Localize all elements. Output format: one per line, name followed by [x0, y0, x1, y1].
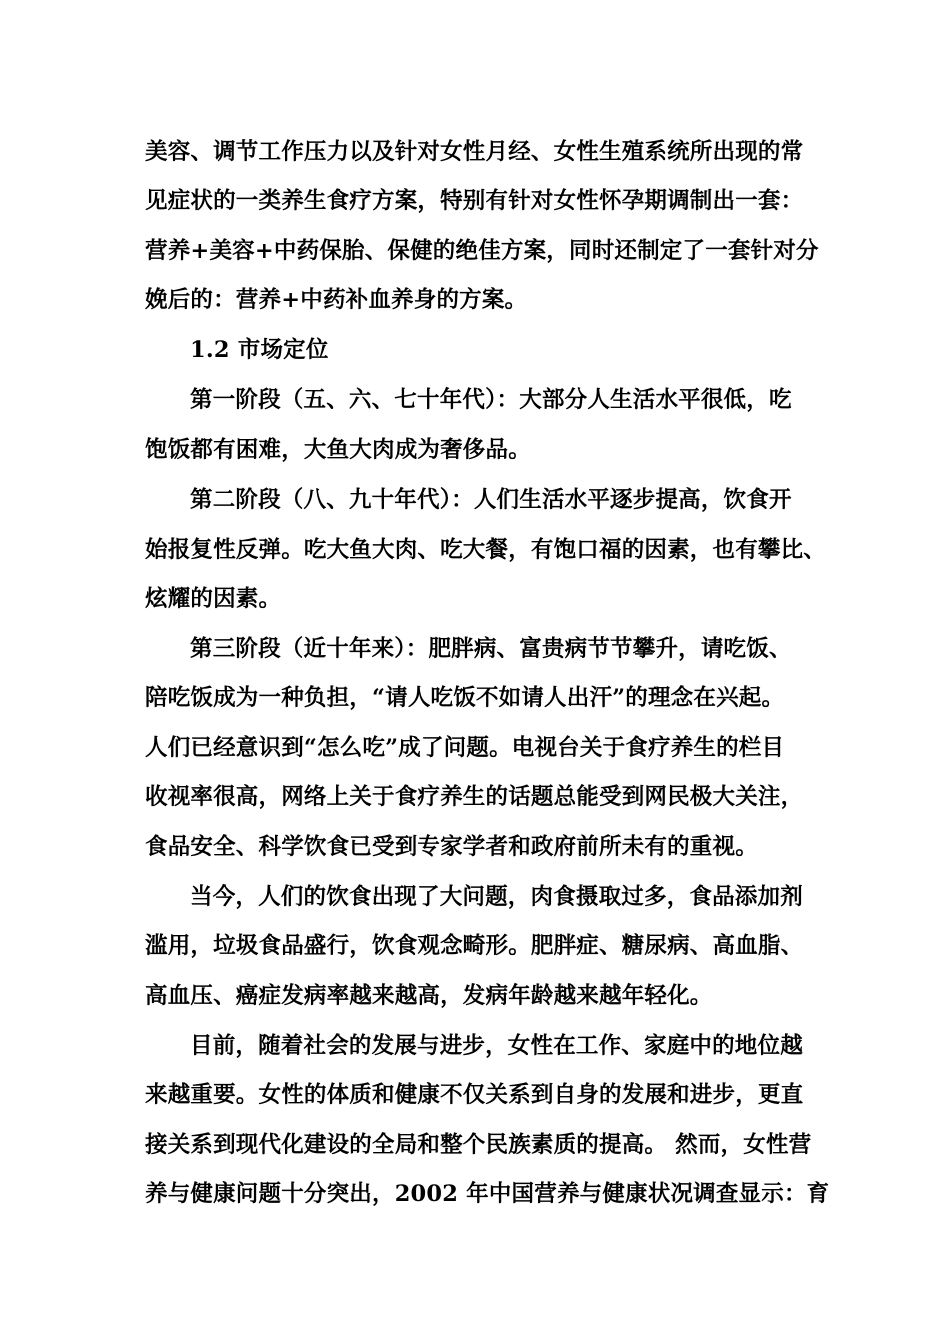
- section-heading: 1.2 市场定位: [190, 337, 329, 363]
- text-line: 当今，人们的饮食出现了大问题，肉食摄取过多，食品添加剂: [190, 884, 803, 910]
- text-line: 人们已经意识到“怎么吃”成了问题。电视台关于食疗养生的栏目: [145, 735, 785, 761]
- text-line: 食品安全、科学饮食已受到专家学者和政府前所未有的重视。: [145, 834, 758, 860]
- text-line: 第三阶段（近十年来）：肥胖病、富贵病节节攀升，请吃饭、: [190, 636, 792, 662]
- text-line: 接关系到现代化建设的全局和整个民族素质的提高。 然而，女性营: [145, 1132, 812, 1158]
- text-line: 饱饭都有困难，大鱼大肉成为奢侈品。: [145, 437, 531, 463]
- text-line: 炫耀的因素。: [145, 586, 282, 612]
- text-line: 第二阶段（八、九十年代）：人们生活水平逐步提高，饮食开: [190, 487, 792, 513]
- text-line: 美容、调节工作压力以及针对女性月经、女性生殖系统所出现的常: [145, 139, 804, 165]
- text-line: 营养+美容+中药保胎、保健的绝佳方案，同时还制定了一套针对分: [145, 238, 819, 264]
- text-line: 养与健康问题十分突出，2002 年中国营养与健康状况调查显示：育: [145, 1181, 830, 1207]
- text-line: 来越重要。女性的体质和健康不仅关系到自身的发展和进步，更直: [145, 1082, 804, 1108]
- text-line: 收视率很高，网络上关于食疗养生的话题总能受到网民极大关注，: [145, 784, 804, 810]
- text-line: 始报复性反弹。吃大鱼大肉、吃大餐，有饱口福的因素，也有攀比、: [145, 537, 827, 563]
- text-line: 陪吃饭成为一种负担，“请人吃饭不如请人出汗”的理念在兴起。: [145, 685, 785, 711]
- text-line: 高血压、癌症发病率越来越高，发病年龄越来越年轻化。: [145, 983, 713, 1009]
- text-line: 见症状的一类养生食疗方案，特别有针对女性怀孕期调制出一套：: [145, 188, 804, 214]
- text-line: 娩后的：营养+中药补血养身的方案。: [145, 287, 528, 313]
- text-line: 目前，随着社会的发展与进步，女性在工作、家庭中的地位越: [190, 1033, 803, 1059]
- text-line: 滥用，垃圾食品盛行，饮食观念畸形。肥胖症、糖尿病、高血脂、: [145, 933, 804, 959]
- text-line: 第一阶段（五、六、七十年代）：大部分人生活水平很低，吃: [190, 387, 792, 413]
